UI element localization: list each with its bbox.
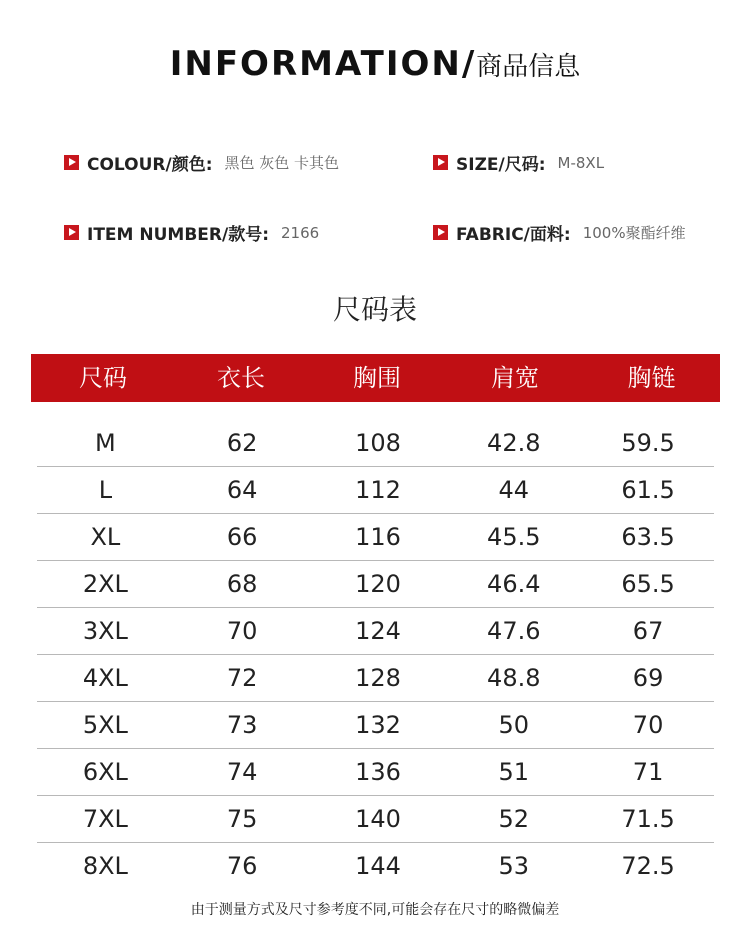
table-row: [37, 467, 714, 514]
table-cell: 144: [355, 852, 401, 880]
colour-value: 黑色 灰色 卡其色: [224, 154, 340, 172]
table-cell: 8XL: [82, 852, 128, 880]
table-cell: 2XL: [82, 570, 128, 598]
header-cell: 衣长: [217, 364, 265, 392]
table-cell: 64: [226, 476, 258, 504]
size-chart-title: 尺码表: [332, 293, 417, 326]
table-cell: 48.8: [487, 664, 541, 692]
table-cell: L: [98, 476, 113, 504]
table-cell: 45.5: [487, 523, 541, 551]
table-cell: 74: [226, 758, 258, 786]
table-cell: 69: [632, 664, 664, 692]
table-cell: 70: [632, 711, 664, 739]
table-cell: 6XL: [82, 758, 128, 786]
table-cell: 7XL: [82, 805, 128, 833]
table-cell: 72.5: [621, 852, 675, 880]
header-cell: 胸围: [353, 364, 401, 392]
header-cell: 肩宽: [491, 364, 539, 392]
table-row: [37, 420, 714, 467]
table-cell: 53: [498, 852, 530, 880]
play-marker-icon: [64, 225, 79, 240]
table-row: [37, 749, 714, 796]
table-cell: 128: [355, 664, 401, 692]
table-cell: 72: [226, 664, 258, 692]
fabric-label: FABRIC/面料:: [456, 225, 571, 245]
table-cell: 71.5: [621, 805, 675, 833]
table-cell: 108: [355, 429, 401, 457]
table-row: [37, 608, 714, 655]
title-cn: 商品信息: [476, 52, 581, 82]
table-cell: 76: [226, 852, 258, 880]
item-number-label: ITEM NUMBER/款号:: [87, 225, 269, 245]
size-label: SIZE/尺码:: [456, 155, 546, 175]
footnote: 由于测量方式及尺寸参考度不同,可能会存在尺寸的略微偏差: [190, 902, 560, 918]
table-cell: 62: [226, 429, 258, 457]
page-title: [0, 44, 750, 84]
info-item-number: [64, 220, 319, 245]
table-cell: 70: [226, 617, 258, 645]
table-cell: 42.8: [487, 429, 541, 457]
table-cell: 116: [355, 523, 401, 551]
table-row: [37, 843, 714, 889]
table-cell: 120: [355, 570, 401, 598]
table-cell: 73: [226, 711, 258, 739]
table-cell: M: [95, 429, 116, 457]
table-cell: 71: [632, 758, 664, 786]
info-size: [433, 150, 604, 175]
play-marker-icon: [433, 155, 448, 170]
table-cell: 63.5: [621, 523, 675, 551]
play-marker-icon: [64, 155, 79, 170]
size-chart-table: [31, 354, 720, 889]
table-cell: 51: [498, 758, 530, 786]
table-body: [31, 420, 720, 889]
table-cell: 140: [355, 805, 401, 833]
table-cell: 67: [632, 617, 664, 645]
title-en: INFORMATION/: [169, 44, 477, 84]
info-colour: [64, 150, 339, 175]
table-cell: 46.4: [487, 570, 541, 598]
table-cell: 68: [226, 570, 258, 598]
table-cell: 132: [355, 711, 401, 739]
header-cell: 尺码: [79, 364, 127, 392]
table-cell: 61.5: [621, 476, 675, 504]
table-row: [37, 514, 714, 561]
table-row: [37, 561, 714, 608]
fabric-value: 100%聚酯纤维: [582, 224, 686, 242]
table-header: [31, 354, 720, 402]
table-cell: 66: [226, 523, 258, 551]
item-number-value: 2166: [281, 223, 320, 242]
table-cell: XL: [90, 523, 121, 551]
table-cell: 5XL: [82, 711, 128, 739]
table-cell: 59.5: [621, 429, 675, 457]
table-row: [37, 796, 714, 843]
info-fabric: [433, 220, 686, 245]
table-cell: 124: [355, 617, 401, 645]
table-cell: 47.6: [487, 617, 541, 645]
colour-label: COLOUR/颜色:: [87, 155, 213, 175]
header-cell: 胸链: [627, 364, 676, 392]
table-cell: 75: [226, 805, 258, 833]
table-cell: 3XL: [82, 617, 128, 645]
play-marker-icon: [433, 225, 448, 240]
table-cell: 112: [355, 476, 401, 504]
table-row: [37, 702, 714, 749]
table-cell: 44: [498, 476, 530, 504]
table-cell: 4XL: [82, 664, 128, 692]
table-cell: 65.5: [621, 570, 675, 598]
table-cell: 136: [355, 758, 401, 786]
table-row: [37, 655, 714, 702]
table-cell: 52: [498, 805, 530, 833]
size-value: M-8XL: [557, 153, 605, 172]
table-cell: 50: [498, 711, 530, 739]
